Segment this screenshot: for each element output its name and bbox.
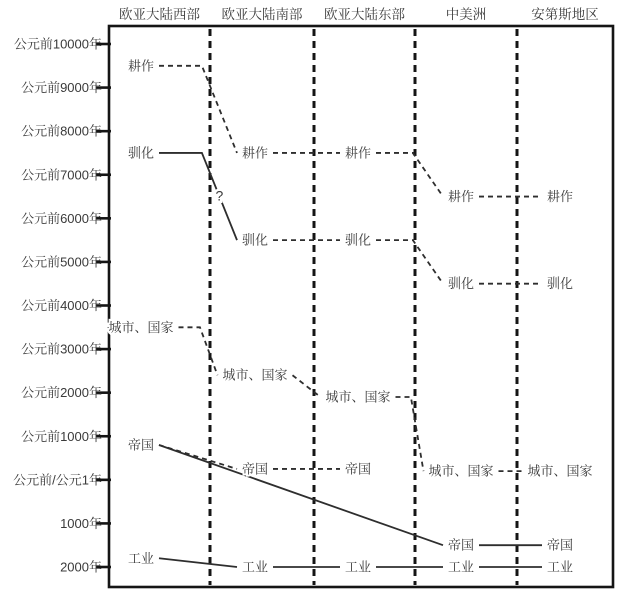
y-axis-label: 公元前5000年: [21, 254, 102, 270]
y-axis-label: 公元前3000年: [21, 341, 102, 357]
y-axis-label: 公元前1000年: [21, 428, 102, 444]
stage-label: 城市、国家: [108, 319, 174, 335]
stage-label: 工业: [546, 559, 574, 575]
y-axis-label: 公元前9000年: [21, 80, 102, 96]
y-axis-label: 公元前7000年: [21, 167, 102, 183]
connection-line: [159, 66, 237, 153]
connection-line: [159, 558, 237, 567]
stage-label: 驯化: [447, 276, 475, 292]
connection-line: [293, 375, 321, 397]
connection-line: [376, 240, 443, 284]
y-axis-label: 公元前6000年: [21, 210, 102, 226]
stage-label: 帝国: [127, 437, 155, 453]
column-header: 欧亚大陆东部: [324, 7, 405, 22]
y-axis-label: 公元前8000年: [21, 123, 102, 139]
stage-label: 城市、国家: [222, 367, 288, 383]
question-mark-annotation: ?: [215, 187, 224, 204]
stage-label: 工业: [447, 559, 475, 575]
stage-label: 耕作: [344, 145, 372, 161]
stage-label: 耕作: [127, 58, 155, 74]
column-header: 中美洲: [445, 7, 487, 22]
column-header: 欧亚大陆西部: [119, 7, 200, 22]
stage-label: 工业: [241, 559, 269, 575]
stage-label: 耕作: [241, 145, 269, 161]
column-header: 欧亚大陆南部: [221, 7, 303, 22]
stage-label: 帝国: [546, 537, 574, 553]
stage-label: 驯化: [241, 232, 269, 248]
stage-label: 驯化: [344, 232, 372, 248]
column-header: 安第斯地区: [531, 7, 599, 22]
stage-label: 城市、国家: [428, 463, 494, 479]
y-axis-label: 公元前/公元1年: [13, 472, 102, 488]
y-axis-label: 1000年: [60, 515, 102, 531]
stage-label: 帝国: [447, 537, 475, 553]
stage-label: 帝国: [241, 461, 269, 477]
connection-line: [159, 153, 237, 240]
stage-label: 帝国: [344, 461, 372, 477]
connection-line: [396, 397, 424, 471]
stage-label: 工业: [127, 550, 155, 566]
y-axis-label: 公元前4000年: [21, 298, 102, 313]
y-axis-label: 2000年: [60, 559, 102, 575]
stage-label: 耕作: [546, 189, 574, 205]
stage-label: 城市、国家: [325, 389, 391, 405]
y-axis-label: 公元前10000年: [13, 36, 102, 52]
connection-line: [376, 153, 443, 197]
stage-label: 城市、国家: [527, 463, 593, 479]
y-axis-label: 公元前2000年: [21, 385, 102, 401]
connection-line: [179, 327, 218, 375]
stage-label: 工业: [344, 559, 372, 575]
stage-label: 驯化: [546, 276, 574, 292]
stage-label: 驯化: [127, 145, 155, 161]
stage-label: 耕作: [447, 189, 475, 205]
chart-frame: [109, 26, 613, 587]
connection-line: [159, 445, 443, 545]
